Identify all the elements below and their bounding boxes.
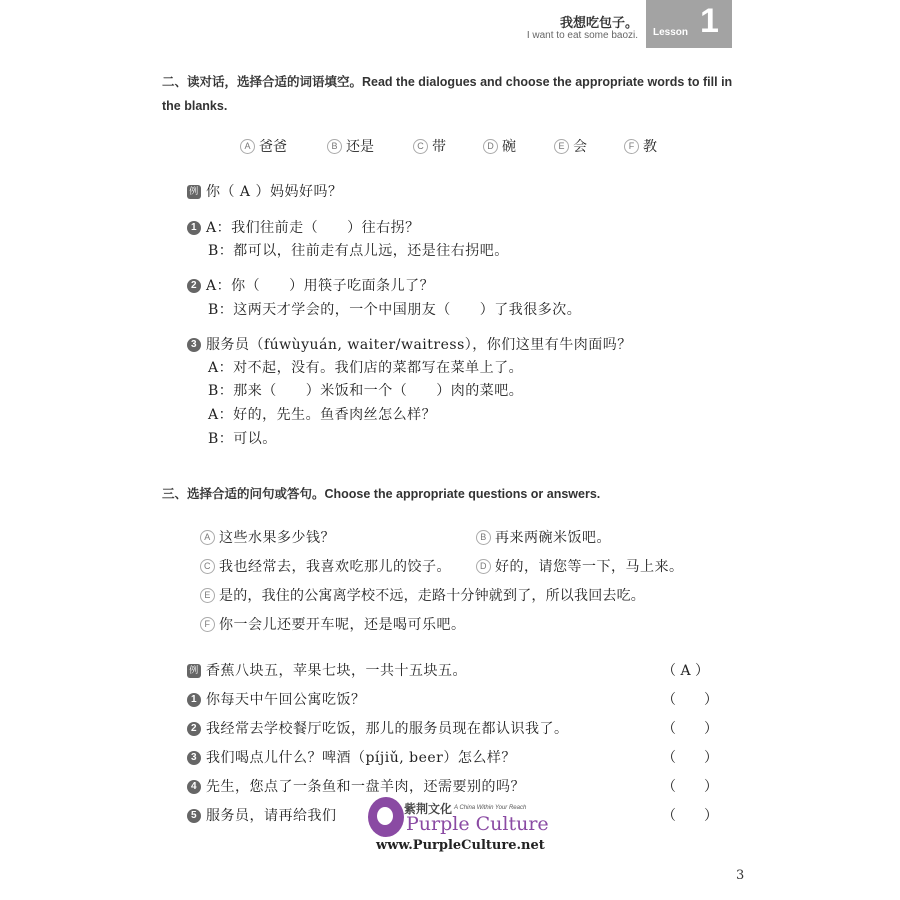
question-5	[187, 805, 336, 825]
lesson-title-english: I want to eat some baozi.	[526, 30, 638, 41]
section3-title: 三、选择合适的问句或答句。Choose the appropriate questions or answers.	[162, 487, 601, 501]
answer-option-e	[200, 585, 645, 605]
question-number: 4	[187, 780, 201, 794]
answer-option-c	[200, 556, 451, 576]
option-letter-b: B	[327, 139, 342, 154]
section2-title	[162, 70, 732, 118]
option-letter-f: F	[624, 139, 639, 154]
word-option-f	[624, 136, 657, 156]
purple-culture-logo-icon	[368, 797, 404, 837]
example-marker: 例	[187, 185, 201, 199]
q1-number: 1	[187, 221, 201, 235]
q3-line-4: B：可以。	[208, 431, 277, 447]
answer-blank-2[interactable]: （ ）	[662, 721, 718, 737]
option-letter-c: C	[200, 559, 215, 574]
option-text: 这些水果多少钱？	[219, 530, 335, 546]
answer-blank-5[interactable]: （ ）	[662, 808, 718, 824]
lesson-number: 1	[700, 2, 719, 40]
word-option-e	[554, 136, 587, 156]
example-text: 你（ A ）妈妈好吗？	[205, 184, 343, 200]
answer-option-f	[200, 614, 466, 634]
q2-a-text: A：你（ ）用筷子吃面条儿了？	[205, 278, 435, 294]
word-option-b	[327, 136, 374, 156]
answer-blank-3[interactable]: （ ）	[662, 750, 718, 766]
question-text: 我们喝点儿什么？啤酒（píjiǔ, beer）怎么样？	[205, 750, 516, 766]
lesson-label: Lesson	[653, 27, 689, 38]
example-answer: （ A ）	[662, 663, 710, 679]
option-letter-f: F	[200, 617, 215, 632]
page-number: 3	[736, 868, 745, 883]
word-option-d	[483, 136, 516, 156]
answer-option-b	[476, 527, 611, 547]
lesson-title-chinese: 我想吃包子。	[559, 16, 638, 31]
question-4	[187, 776, 525, 796]
section2-title-line1: 二、读对话，选择合适的词语填空。Read the dialogues and choose the appropriate words to fill in	[162, 75, 733, 89]
question-number: 1	[187, 693, 201, 707]
question-text: 先生，您点了一条鱼和一盘羊肉，还需要别的吗？	[205, 779, 525, 795]
example-marker: 例	[187, 664, 201, 678]
q3-line-2: B：那来（ ）米饭和一个（ ）肉的菜吧。	[208, 383, 524, 399]
section3-example	[187, 660, 467, 680]
question-text: 你每天中午回公寓吃饭？	[205, 692, 366, 708]
watermark-url: www.PurpleCulture.net	[376, 838, 545, 853]
section2-example	[187, 181, 342, 201]
option-text: 你一会儿还要开车呢，还是喝可乐吧。	[219, 617, 466, 633]
question-1	[187, 689, 365, 709]
q1-line-b: B：都可以，往前走有点儿远，还是往右拐吧。	[208, 243, 509, 259]
option-text: 我也经常去，我喜欢吃那儿的饺子。	[219, 559, 451, 575]
answer-blank-1[interactable]: （ ）	[662, 692, 718, 708]
q1-line-a	[187, 217, 420, 237]
question-number: 5	[187, 809, 201, 823]
question-3	[187, 747, 516, 767]
q2-number: 2	[187, 279, 201, 293]
option-text: 带	[432, 139, 446, 155]
q3-line-3: A：好的，先生。鱼香肉丝怎么样？	[208, 407, 437, 423]
option-letter-a: A	[200, 530, 215, 545]
example-text: 香蕉八块五，苹果七块，一共十五块五。	[205, 663, 467, 679]
question-text: 服务员，请再给我们	[205, 808, 337, 824]
option-letter-e: E	[200, 588, 215, 603]
q2-line-a	[187, 275, 434, 295]
option-letter-a: A	[240, 139, 255, 154]
q3-intro-text: 服务员（fúwùyuán, waiter/waitress），你们这里有牛肉面吗？	[205, 337, 632, 353]
q3-intro	[187, 334, 632, 354]
question-text: 我经常去学校餐厅吃饭，那儿的服务员现在都认识我了。	[205, 721, 569, 737]
q1-a-text: A：我们往前走（ ）往右拐？	[205, 220, 420, 236]
answer-option-d	[476, 556, 684, 576]
option-letter-c: C	[413, 139, 428, 154]
watermark-brand: Purple Culture	[406, 813, 549, 835]
option-text: 教	[643, 139, 657, 155]
word-option-a	[240, 136, 287, 156]
answer-option-a	[200, 527, 335, 547]
word-option-c	[413, 136, 446, 156]
option-text: 碗	[502, 139, 516, 155]
option-text: 会	[573, 139, 587, 155]
option-text: 还是	[346, 139, 374, 155]
q2-line-b: B：这两天才学会的，一个中国朋友（ ）了我很多次。	[208, 302, 582, 318]
option-text: 好的，请您等一下，马上来。	[495, 559, 684, 575]
watermark-tagline: A China Within Your Reach	[454, 805, 527, 811]
question-number: 2	[187, 722, 201, 736]
option-letter-d: D	[476, 559, 491, 574]
watermark-brand-cn: 紫荆文化	[404, 802, 453, 816]
question-2	[187, 718, 568, 738]
q3-number: 3	[187, 338, 201, 352]
section2-title-line2: the blanks.	[162, 99, 228, 113]
lesson-tab	[646, 0, 732, 48]
option-text: 爸爸	[259, 139, 287, 155]
question-number: 3	[187, 751, 201, 765]
option-letter-b: B	[476, 530, 491, 545]
option-letter-d: D	[483, 139, 498, 154]
option-letter-e: E	[554, 139, 569, 154]
option-text: 是的，我住的公寓离学校不远，走路十分钟就到了，所以我回去吃。	[219, 588, 645, 604]
option-text: 再来两碗米饭吧。	[495, 530, 611, 546]
q3-line-1: A：对不起，没有。我们店的菜都写在菜单上了。	[208, 360, 524, 376]
answer-blank-4[interactable]: （ ）	[662, 779, 718, 795]
